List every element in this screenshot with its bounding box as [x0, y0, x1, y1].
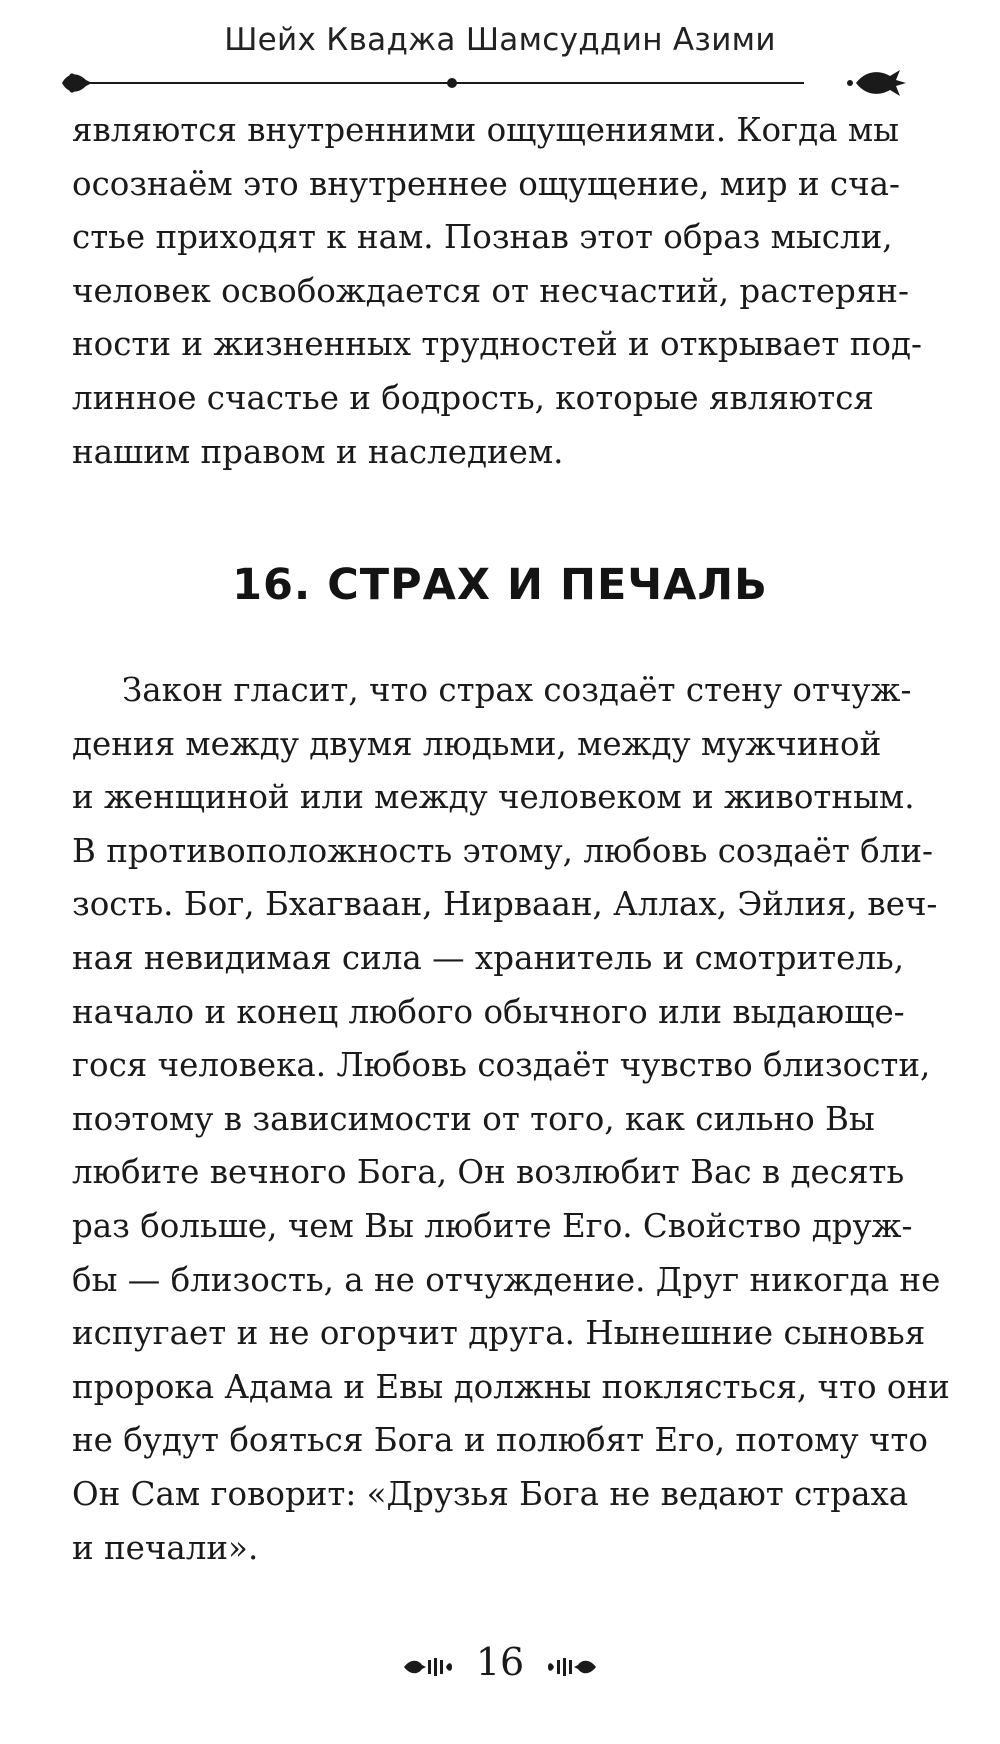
text-line: нашим правом и наследием. [72, 432, 564, 471]
right-folio-ornament-icon [546, 1654, 598, 1680]
header-ornamental-rule [60, 66, 940, 100]
chapter-heading: 16. СТРАХ И ПЕЧАЛЬ [232, 560, 768, 610]
page-number: 16 [475, 1640, 525, 1684]
text-line: и печали». [72, 1528, 259, 1567]
text-line: поэтому в зависимости от того, как сильно Вы [72, 1099, 875, 1138]
text-line: раз больше, чем Вы любите Его. Свойство друж- [72, 1206, 913, 1245]
page-footer [0, 1634, 1000, 1704]
text-line: Он Сам говорит: «Друзья Бога не ведают страха [72, 1474, 909, 1513]
text-line: осознаём это внутреннее ощущение, мир и сча- [72, 164, 900, 203]
text-line: и женщиной или между человеком и животным. [72, 778, 915, 817]
page-header [0, 14, 1000, 104]
text-line: не будут бояться Бога и полюбят Его, потому что [72, 1421, 928, 1460]
running-title: Шейх Кваджа Шамсуддин Азими [224, 22, 776, 58]
text-line: начало и конец любого обычного или выдающе- [72, 992, 905, 1031]
text-line: любите вечного Бога, Он возлюбит Вас в десять [72, 1153, 905, 1192]
left-flourish-icon [62, 73, 92, 92]
right-flourish-icon [847, 70, 906, 96]
text-line: Закон гласит, что страх создаёт стену отчуж- [122, 671, 912, 709]
text-line: бы — близость, а не отчуждение. Друг никогда не [72, 1260, 941, 1299]
text-line: человек освобождается от несчастий, растерян- [72, 271, 909, 310]
paragraph-continuation [72, 104, 932, 479]
text-line: пророка Адама и Евы должны поклясться, что они [72, 1367, 950, 1406]
text-line: дения между двумя людьми, между мужчиной [72, 724, 882, 763]
text-line: гося человека. Любовь создаёт чувство близости, [72, 1046, 931, 1085]
chapter-paragraph [72, 664, 950, 1575]
text-line: стье приходят к нам. Познав этот образ мысли, [72, 218, 893, 257]
text-line: испугает и не огорчит друга. Нынешние сыновья [72, 1314, 926, 1353]
left-folio-ornament-icon [402, 1654, 454, 1680]
text-line: ности и жизненных трудностей и открывает под- [72, 325, 922, 364]
text-line: В противоположность этому, любовь создаёт бли- [72, 831, 934, 870]
text-line: зость. Бог, Бхагваан, Нирваан, Аллах, Эйлия, веч- [72, 885, 938, 924]
text-line: линное счастье и бодрость, которые являются [72, 378, 874, 417]
text-line: являются внутренними ощущениями. Когда мы [72, 111, 900, 149]
text-line: ная невидимая сила — хранитель и смотритель, [72, 938, 905, 977]
